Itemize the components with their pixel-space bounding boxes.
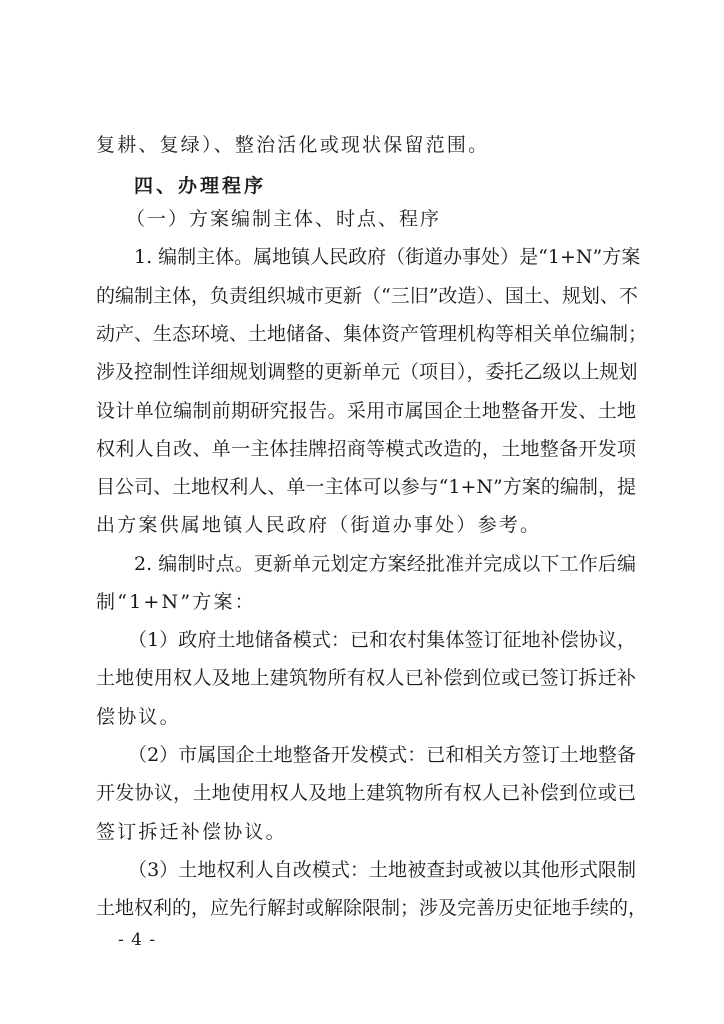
text-line-5: 的编制主体，负责组织城市更新（“三旧”改造）、国土、规划、不	[96, 285, 638, 307]
text-line-19: 签订拆迁补偿协议。	[96, 821, 287, 843]
text-line-10: 目公司、土地权利人、单一主体可以参与“1+N”方案的编制，提	[96, 476, 636, 498]
section-heading: 四、办理程序	[134, 175, 267, 197]
text-line-7: 涉及控制性详细规划调整的更新单元（项目），委托乙级以上规划	[96, 361, 638, 383]
text-line-1: 复耕、复绿）、整治活化或现状保留范围。	[96, 134, 490, 156]
text-line-17: （2）市属国企土地整备开发模式：已和相关方签订土地整备	[128, 744, 636, 766]
text-line-11: 出方案供属地镇人民政府（街道办事处）参考。	[96, 514, 542, 536]
text-line-12: 2. 编制时点。更新单元划定方案经批准并完成以下工作后编	[134, 553, 636, 575]
text-line-18: 开发协议，土地使用权人及地上建筑物所有权人已补偿到位或已	[96, 782, 636, 804]
subsection-heading: （一）方案编制主体、时点、程序	[126, 208, 442, 230]
text-line-9: 权利人自改、单一主体挂牌招商等模式改造的，土地整备开发项	[96, 438, 636, 460]
text-line-8: 设计单位编制前期研究报告。采用市属国企土地整备开发、土地	[96, 400, 636, 422]
text-line-13: 制“1+N”方案：	[96, 591, 256, 613]
text-line-4: 1. 编制主体。属地镇人民政府（街道办事处）是“1+N”方案	[134, 246, 641, 268]
text-line-21: 土地权利的，应先行解封或解除限制；涉及完善历史征地手续的，	[96, 897, 648, 919]
text-line-15: 土地使用权人及地上建筑物所有权人已补偿到位或已签订拆迁补	[96, 667, 636, 689]
page-number: - 4 -	[118, 930, 157, 950]
text-line-16: 偿协议。	[96, 706, 181, 728]
text-line-14: （1）政府土地储备模式：已和农村集体签订征地补偿协议，	[128, 629, 636, 651]
text-line-20: （3）土地权利人自改模式：土地被查封或被以其他形式限制	[128, 859, 636, 881]
text-line-6: 动产、生态环境、土地储备、集体资产管理机构等相关单位编制；	[96, 323, 648, 345]
